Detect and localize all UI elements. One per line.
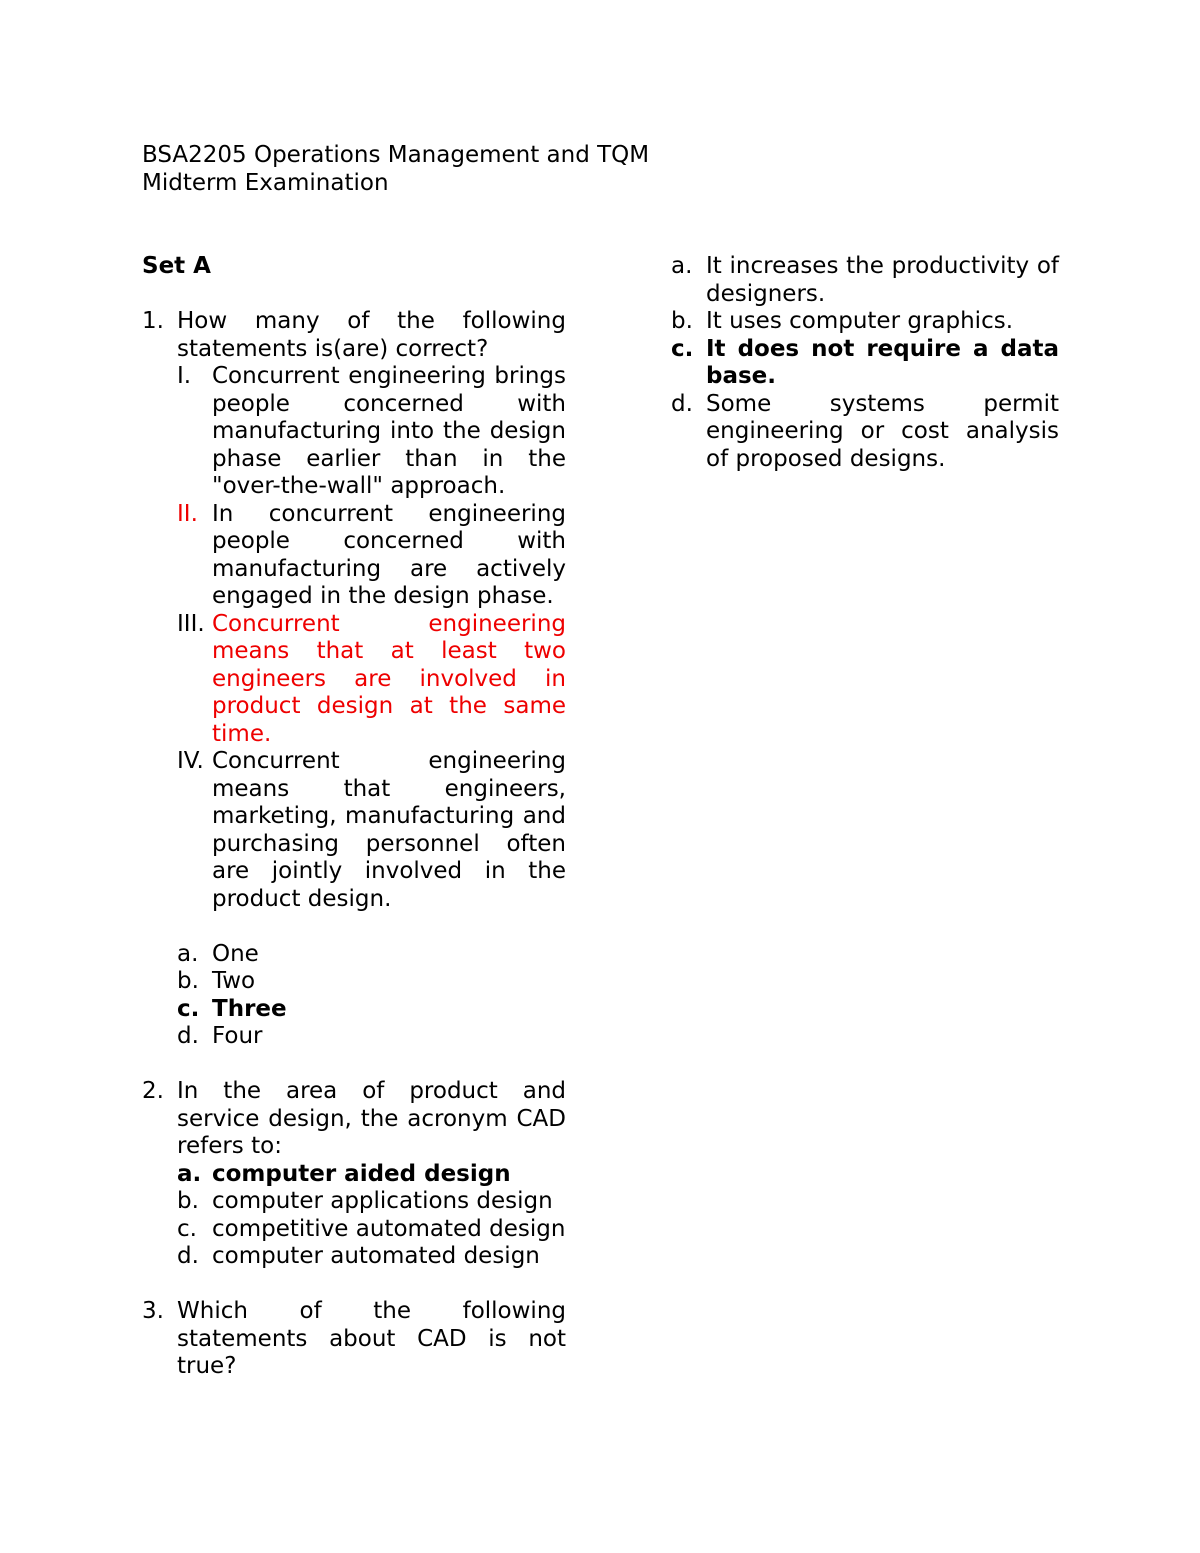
option-b — [671, 308, 1059, 336]
statement-iii — [177, 611, 566, 749]
option-letter: a. — [671, 253, 693, 279]
option-b — [177, 968, 566, 996]
statement-i — [177, 363, 566, 501]
statement-text: In concurrent engineering people concerned with manufacturing are actively engaged in the design phase. — [212, 500, 566, 609]
statement-number: I. — [177, 363, 192, 389]
option-letter: b. — [177, 1188, 199, 1214]
option-a-correct — [177, 1161, 566, 1189]
question-text: In the area of product and service design, the acronym CAD refers to: — [177, 1078, 566, 1159]
option-letter: b. — [177, 968, 199, 994]
statement-text: Concurrent engineering means that at least two engineers are involved in product design at the same time. — [212, 610, 566, 747]
option-text: Two — [212, 968, 256, 994]
statement-ii — [177, 501, 566, 611]
question-number: 3. — [142, 1298, 164, 1324]
course-title: BSA2205 Operations Management and TQM — [142, 142, 650, 168]
option-letter: c. — [177, 995, 200, 1022]
statement-iv — [177, 748, 566, 913]
option-text: computer aided design — [212, 1160, 511, 1187]
option-text: It does not require a data base. — [706, 335, 1059, 389]
option-letter: d. — [671, 390, 693, 417]
option-c-correct — [177, 996, 566, 1024]
option-letter: b. — [671, 308, 693, 334]
option-d — [177, 1023, 566, 1051]
option-a — [671, 253, 1059, 308]
left-column — [142, 253, 566, 1381]
option-d — [177, 1243, 566, 1271]
question-text: How many of the following statements is(are) correct? — [177, 308, 566, 362]
option-letter: a. — [177, 1160, 202, 1187]
set-title: Set A — [142, 253, 211, 279]
option-letter: c. — [177, 1215, 197, 1242]
option-text: Four — [212, 1023, 263, 1049]
exam-header — [142, 142, 649, 197]
question-3 — [142, 1298, 566, 1381]
option-a — [177, 941, 566, 969]
question-number: 1. — [142, 308, 164, 334]
option-letter: a. — [177, 940, 199, 967]
statement-number: III. — [177, 610, 205, 637]
question-2 — [142, 1078, 566, 1271]
option-text: One — [212, 940, 259, 967]
statement-text: Concurrent engineering brings people concerned with manufacturing into the design phase earlier than in the "over-the-wall" approach. — [212, 363, 566, 499]
option-b — [177, 1188, 566, 1216]
option-letter: d. — [177, 1243, 199, 1269]
option-c — [177, 1216, 566, 1244]
option-text: computer automated design — [212, 1243, 540, 1269]
option-text: computer applications design — [212, 1188, 553, 1214]
exam-title: Midterm Examination — [142, 169, 389, 196]
option-text: It uses computer graphics. — [706, 308, 1014, 334]
option-text: It increases the productivity of designers. — [706, 253, 1059, 307]
option-text: Some systems permit engineering or cost analysis of proposed designs. — [706, 390, 1059, 472]
option-letter: c. — [671, 335, 694, 362]
option-letter: d. — [177, 1023, 199, 1049]
statement-number: IV. — [177, 748, 204, 774]
option-d — [671, 391, 1059, 474]
option-text: competitive automated design — [212, 1215, 566, 1242]
question-number: 2. — [142, 1078, 164, 1104]
option-c-correct — [671, 336, 1059, 391]
right-column — [671, 253, 1059, 473]
option-text: Three — [212, 995, 287, 1022]
question-text: Which of the following statements about CAD is not true? — [177, 1298, 566, 1379]
question-1 — [142, 308, 566, 1051]
statement-number: II. — [177, 500, 198, 527]
statement-text: Concurrent engineering means that engineers, marketing, manufacturing and purchasing personnel often are jointly involved in the product design. — [212, 748, 566, 912]
